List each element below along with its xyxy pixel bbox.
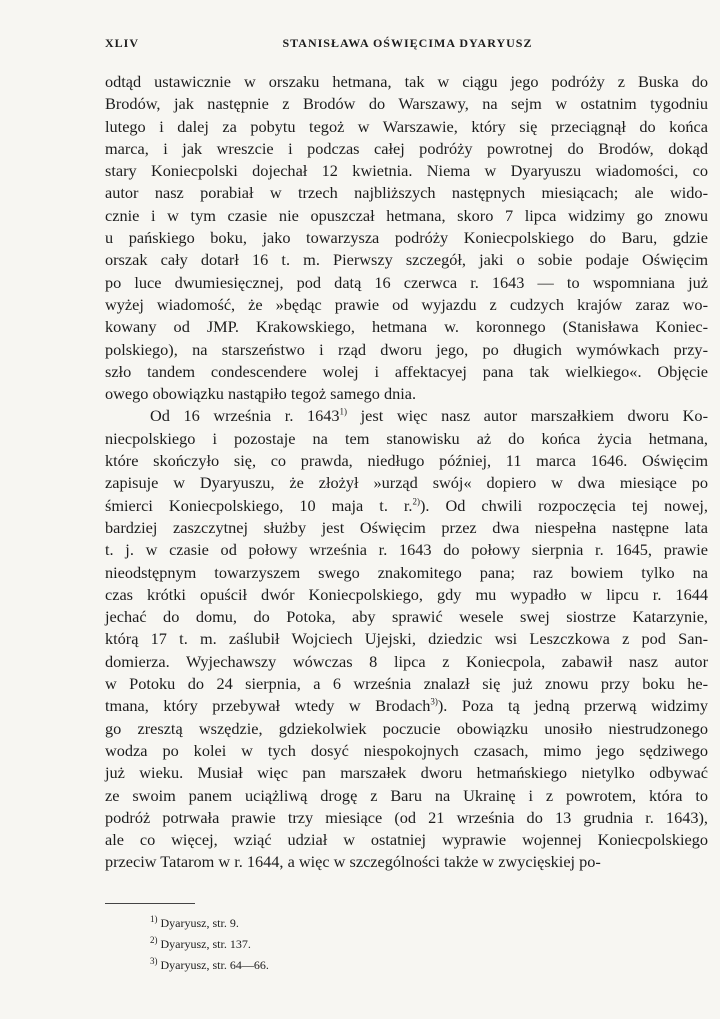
line-text: śmierci Koniecpolskiego, 10 maja t. r. <box>105 495 413 515</box>
line-text: w Potoku do 24 sierpnia, a 6 września znalazł się już znowu przy boku he- <box>105 674 708 694</box>
page-header <box>105 36 710 56</box>
line-text-tail: ). Od chwili rozpoczęcia tej nowej, <box>420 495 709 515</box>
footnote-number: 2) <box>150 935 158 945</box>
running-title: STANISŁAWA OŚWIĘCIMA DYARYUSZ <box>282 36 533 50</box>
line-text: domierza. Wyjechawszy wówczas 8 lipca z Koniecpola, zabawił nasz autor <box>105 651 708 671</box>
body-text <box>105 71 708 874</box>
footnote-text: Dyaryusz, str. 137. <box>157 937 251 951</box>
text-line: marca, i jak wreszcie i podczas całej podróży powrotnej do Brodów, dokąd <box>105 138 708 158</box>
text-line <box>105 785 708 807</box>
text-line <box>105 539 708 561</box>
text-line: cznie i w tym czasie nie opuszczał hetmana, skoro 7 lipca widzimy go znowu <box>105 205 708 225</box>
text-line: stary Koniecpolski dojechał 12 kwietnia. Niema w Dyaryuszu wiadomości, co <box>105 161 708 181</box>
footnote-number: 3) <box>150 956 158 966</box>
text-line <box>105 829 708 851</box>
paragraph-1 <box>105 71 708 405</box>
text-line: Brodów, jak następnie z Brodów do Warszawy, na sejm w ostatnim tygodniu <box>105 94 708 114</box>
text-line <box>105 628 708 650</box>
line-text: przeciw Tatarom w r. 1644, a więc w szczególności także w zwycięskiej po- <box>105 852 601 872</box>
text-line: u pańskiego boku, jako towarzysza podróży Koniecpolskiego do Baru, gdzie <box>105 228 708 248</box>
line-text: tmana, który przebywał wtedy w Brodach <box>105 696 431 716</box>
line-text: już wieku. Musiał więc pan marszałek dworu hetmańskiego nietylko odbywać <box>105 763 708 783</box>
text-line: lutego i dalej za pobytu tegoż w Warszawie, który się przeciągnął do końca <box>105 116 708 136</box>
line-text: zapisuje w Dyaryuszu, że złożył »urząd swój« dopiero w dwa miesiące po <box>105 473 708 493</box>
footnote <box>150 955 269 976</box>
line-text: nieodstępnym towarzyszem swego znakomitego pana; raz bowiem tylko na <box>105 562 708 582</box>
text-line <box>105 495 708 517</box>
text-line <box>105 584 708 606</box>
footnote-marker[interactable]: 1) <box>339 407 348 418</box>
text-line <box>105 718 708 740</box>
text-line <box>105 762 708 784</box>
text-line <box>105 517 708 539</box>
line-text: niecpolskiego i pozostaje na tem stanowisku aż do końca życia hetmana, <box>105 428 708 448</box>
footnote-text: Dyaryusz, str. 64—66. <box>157 958 269 972</box>
line-text: podróż potrwała prawie trzy miesiące (od 21 września do 13 grudnia r. 1643), <box>105 807 708 827</box>
text-line: szło tandem condescendere wolej i affektacyej pana tak wielkiego«. Objęcie <box>105 361 708 381</box>
text-line <box>105 695 708 717</box>
text-line <box>105 606 708 628</box>
line-text: wodza po kolei w tych dosyć niespokojnych czasach, mimo jego sędziwego <box>105 740 708 760</box>
text-line <box>105 405 708 427</box>
text-line <box>105 651 708 673</box>
text-line <box>105 472 708 494</box>
line-text-tail: ). Poza tą jedną przerwą widzimy <box>437 696 708 716</box>
line-text: ale co więcej, wziąć udział w ostatniej wyprawie wojennej Koniecpolskiego <box>105 830 708 850</box>
text-line <box>105 851 708 873</box>
text-line <box>105 428 708 450</box>
line-text: jechać do domu, do Potoka, aby sprawić wesele swej siostrze Katarzynie, <box>105 607 708 627</box>
footnote-marker[interactable]: 3) <box>430 696 438 707</box>
line-text: bardziej zaszczytnej służby jest Oświęcim przez dwa niespełna następne lata <box>105 517 708 537</box>
text-line <box>105 450 708 472</box>
footnote <box>150 913 269 934</box>
footnote-number: 1) <box>150 914 158 924</box>
footnote <box>150 934 269 955</box>
text-line <box>105 740 708 762</box>
text-line: autor nasz porabiał w trzech najbliższych następnych miesiącach; ale wido- <box>105 183 708 203</box>
text-line <box>105 807 708 829</box>
footnote-text: Dyaryusz, str. 9. <box>157 916 239 930</box>
line-text-tail: jest więc nasz autor marszałkiem dworu Ko- <box>347 406 708 426</box>
footnote-marker[interactable]: 2) <box>412 496 420 507</box>
line-text: t. j. w czasie od połowy września r. 1643 do połowy sierpnia r. 1645, prawie <box>105 540 708 560</box>
footnotes <box>150 913 269 976</box>
text-line: polskiego), na starszeństwo i rząd dworu jego, po długich wymówkach przy- <box>105 339 708 359</box>
text-line: owego obowiązku nastąpiło tegoż samego dnia. <box>105 384 417 404</box>
line-text: ze swoim panem uciążliwą drogę z Baru na Ukrainę i z powrotem, która to <box>105 785 708 805</box>
text-line: odtąd ustawicznie w orszaku hetmana, tak w ciągu jego podróży z Buska do <box>105 72 708 91</box>
paragraph-2 <box>105 405 708 873</box>
text-line <box>105 673 708 695</box>
text-line: po luce dwumiesięcznej, pod datą 16 czerwca r. 1643 — to wspomniana już <box>105 272 708 292</box>
text-line: wyżej wiadomość, że »będąc prawie od wyjazdu z cudzych krajów zaraz wo- <box>105 294 708 314</box>
text-line <box>105 562 708 584</box>
line-text: Od 16 września r. 1643 <box>150 406 340 426</box>
page-number: XLIV <box>105 36 140 50</box>
text-line: orszak cały dotarł 16 t. m. Pierwszy szczegół, jaki o sobie podaje Oświęcim <box>105 250 708 270</box>
line-text: którą 17 t. m. zaślubił Wojciech Ujejski, dziedzic wsi Leszczkowa z pod San- <box>105 629 708 649</box>
text-line: kowany od JMP. Krakowskiego, hetmana w. koronnego (Stanisława Koniec- <box>105 317 708 337</box>
line-text: czas krótki opuścił dwór Koniecpolskiego, gdy mu wypadło w lipcu r. 1644 <box>105 584 708 604</box>
footnote-divider <box>105 903 195 904</box>
line-text: go zresztą wszędzie, gdziekolwiek poczucie obowiązku unosiło niestrudzonego <box>105 718 708 738</box>
line-text: które skończyło się, co prawda, niedługo później, 11 marca 1646. Oświęcim <box>105 451 708 471</box>
